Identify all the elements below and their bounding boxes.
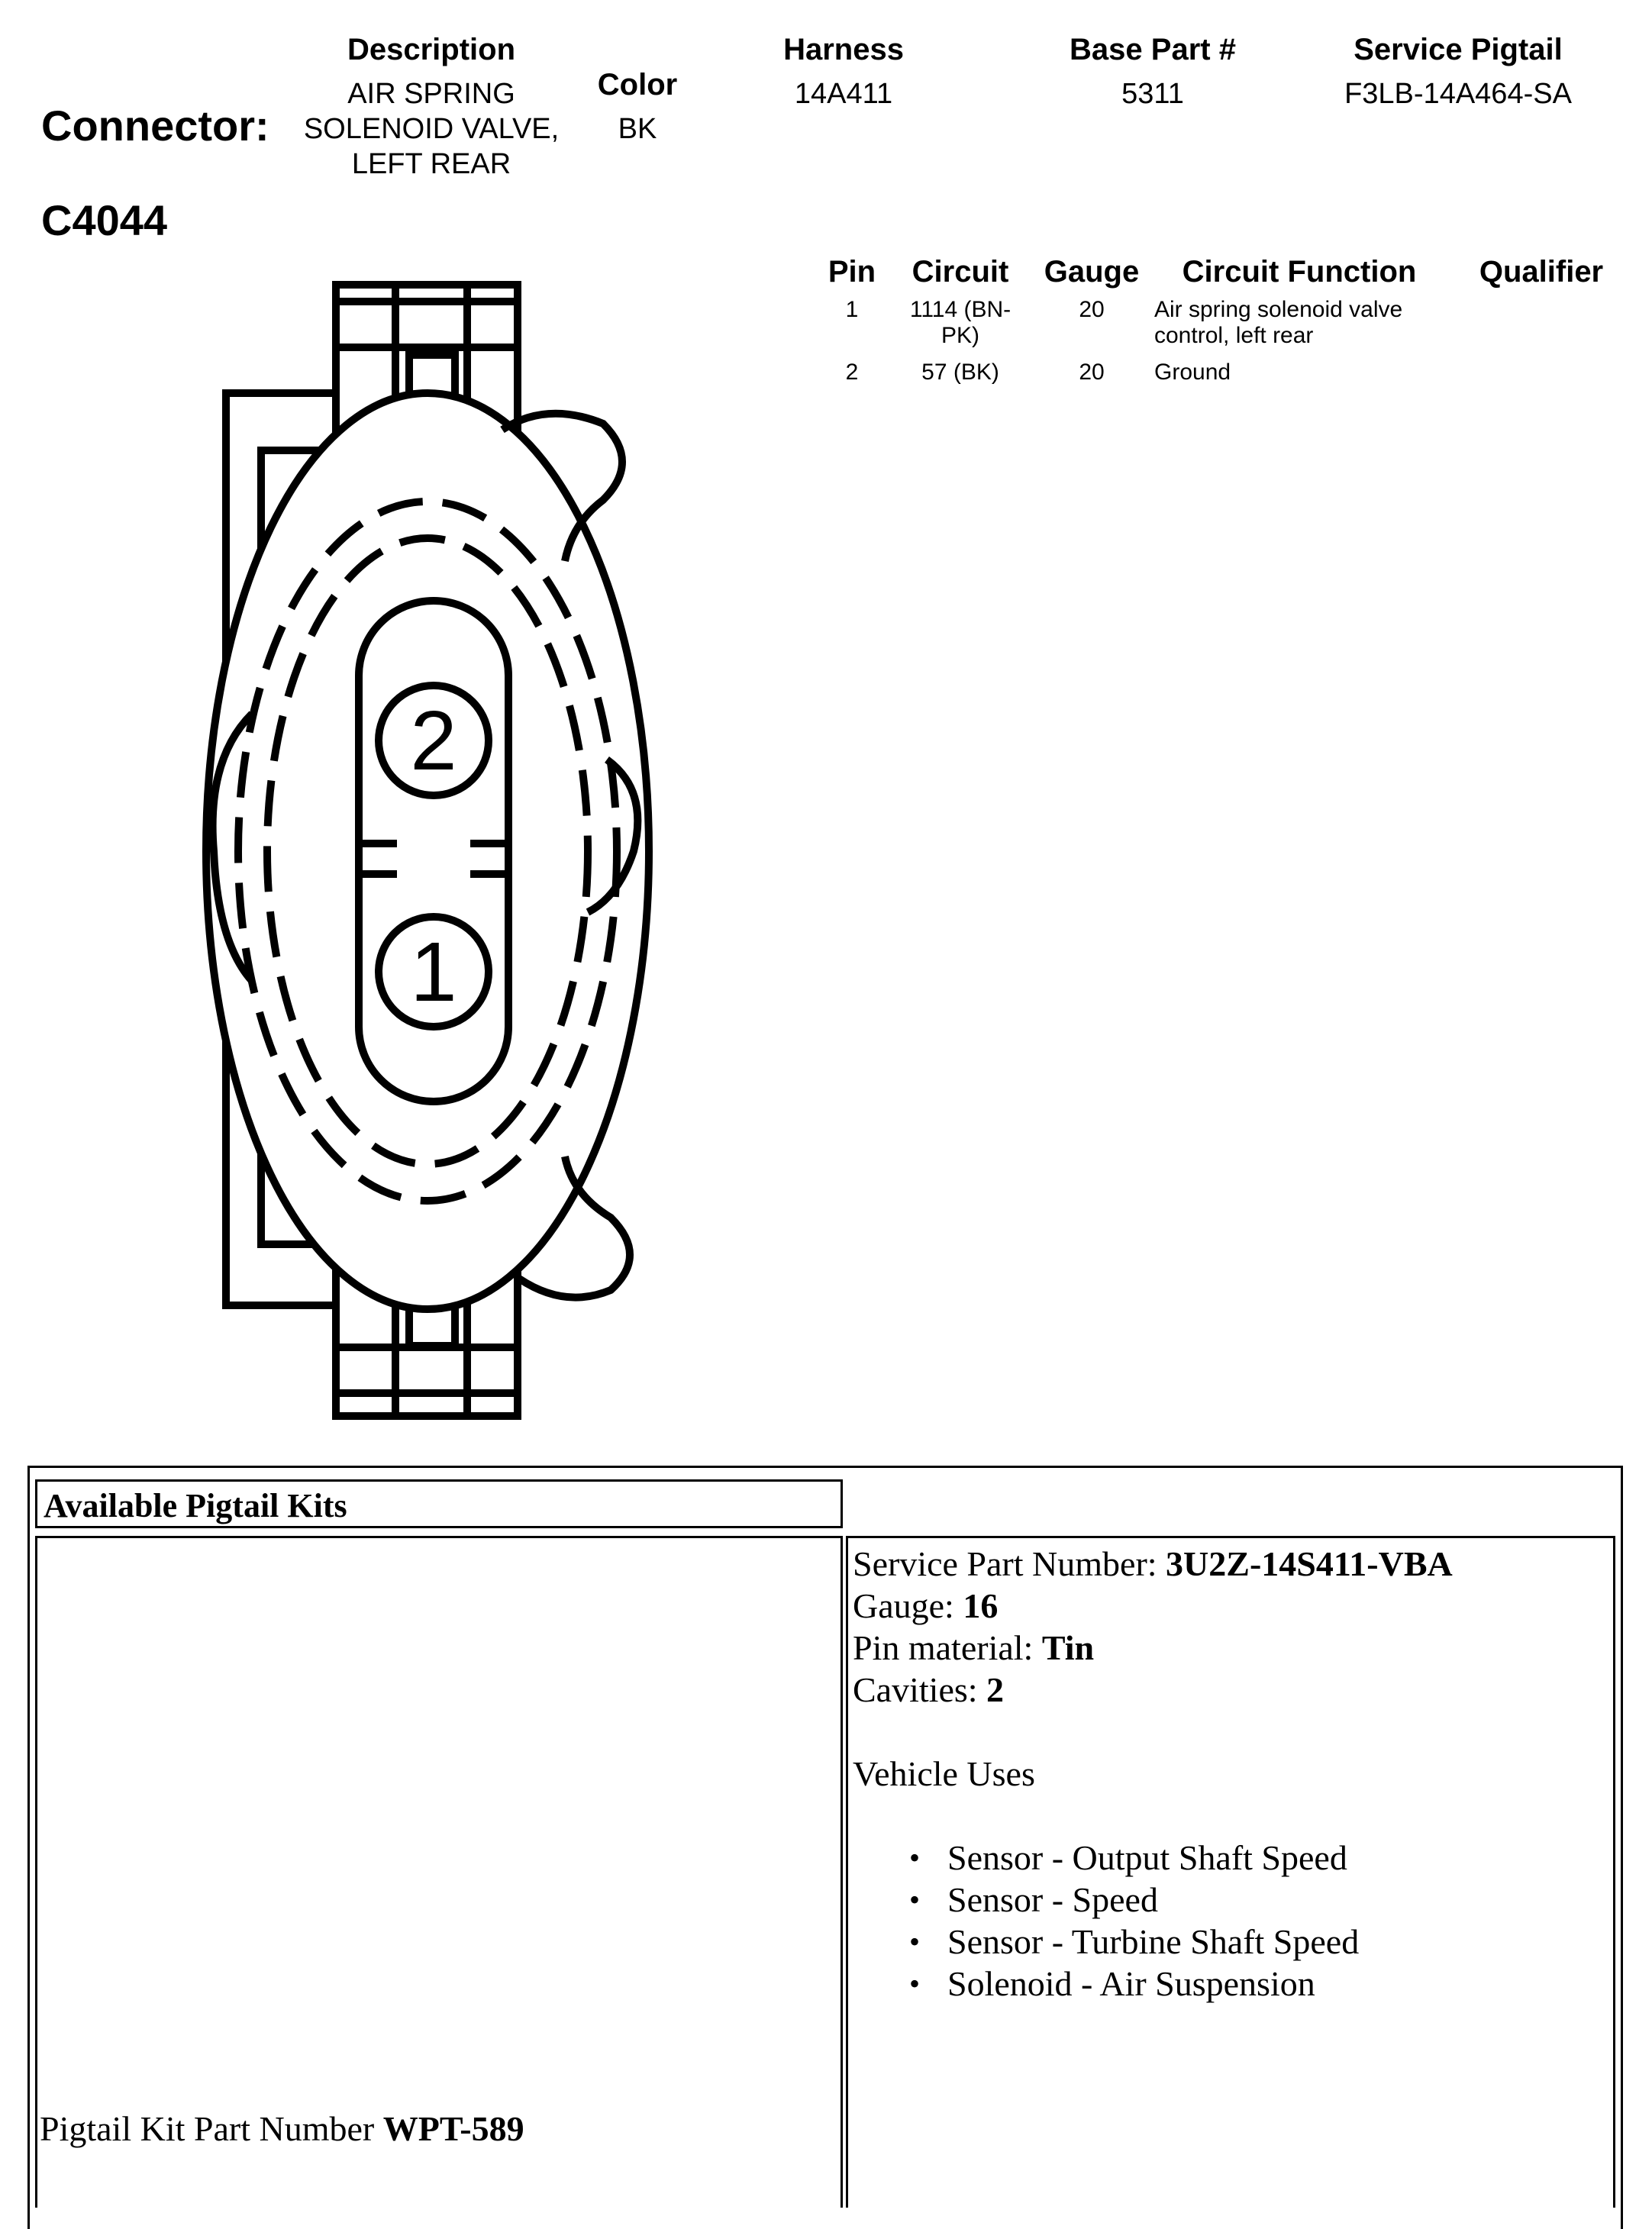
harness-value: 14A411 (794, 78, 893, 110)
service-part-line (853, 1543, 1613, 1585)
circuit-cell: 57 (BK) (921, 360, 999, 385)
gauge-value: 16 (963, 1586, 999, 1625)
pin-2-label: 2 (410, 694, 457, 788)
qualifier-cell (1449, 292, 1634, 355)
vehicle-uses-title: Vehicle Uses (853, 1754, 1035, 1793)
service-part-value: 3U2Z-14S411-VBA (1166, 1544, 1453, 1583)
gauge-cell: 20 (1079, 297, 1105, 322)
qualifier-cell (1449, 355, 1634, 392)
list-item: • Solenoid - Air Suspension (947, 1963, 1613, 2005)
kit-part-value: WPT-589 (382, 2109, 524, 2148)
connector-label: Connector: (41, 102, 269, 150)
base-part-value: 5311 (1121, 78, 1184, 110)
table-row (817, 355, 1634, 392)
pin-cell: 1 (845, 297, 859, 322)
circuit-function-cell: Air spring solenoid valve control, left rear (1154, 297, 1403, 348)
description-header: Description (347, 33, 516, 66)
pin-table-header-row (817, 252, 1634, 292)
list-item: • Sensor - Turbine Shaft Speed (947, 1921, 1613, 1963)
pin-cell: 2 (845, 360, 859, 385)
base-part-header: Base Part # (1070, 33, 1236, 66)
connector-face-diagram (183, 271, 657, 1431)
pin-material-value: Tin (1041, 1628, 1095, 1667)
vehicle-uses-list (853, 1837, 1613, 2005)
description-value: AIR SPRING SOLENOID VALVE, LEFT REAR (303, 78, 560, 180)
list-item: • Sensor - Output Shaft Speed (947, 1837, 1613, 1879)
circuit-function-cell: Ground (1154, 360, 1231, 385)
pigtail-kits-header (35, 1479, 843, 1528)
circuit-column-header: Circuit (912, 255, 1009, 289)
pin-1-label: 1 (410, 925, 457, 1019)
service-pigtail-header: Service Pigtail (1354, 33, 1563, 66)
qualifier-column-header: Qualifier (1479, 255, 1604, 289)
list-item: • Sensor - Speed (947, 1879, 1613, 1921)
cavities-value: 2 (986, 1670, 1005, 1709)
cavities-line (853, 1669, 1613, 1711)
pin-material-label: Pin material: (853, 1628, 1042, 1667)
gauge-column-header: Gauge (1044, 255, 1140, 289)
color-value: BK (618, 113, 657, 145)
circuit-cell: 1114 (BN-PK) (909, 297, 1012, 348)
pigtail-kits-title: Available Pigtail Kits (44, 1487, 347, 1524)
pigtail-kit-image-cell (35, 1536, 843, 2208)
pin-table (817, 252, 1634, 392)
gauge-line (853, 1585, 1613, 1627)
service-part-label: Service Part Number: (853, 1544, 1166, 1583)
harness-header: Harness (783, 33, 904, 66)
connector-title (41, 55, 269, 292)
table-row (817, 292, 1634, 355)
gauge-cell: 20 (1079, 360, 1105, 385)
service-pigtail-value: F3LB-14A464-SA (1344, 78, 1572, 110)
gauge-label: Gauge: (853, 1586, 963, 1625)
color-header: Color (597, 68, 678, 102)
kit-part-label: Pigtail Kit Part Number (40, 2109, 383, 2148)
cavities-label: Cavities: (853, 1670, 987, 1709)
circuit-function-column-header: Circuit Function (1182, 255, 1417, 289)
connector-id: C4044 (41, 196, 168, 244)
pin-column-header: Pin (828, 255, 876, 289)
pigtail-kit-details (846, 1536, 1615, 2208)
pin-material-line (853, 1627, 1613, 1669)
pigtail-kit-part-number (40, 2108, 524, 2149)
